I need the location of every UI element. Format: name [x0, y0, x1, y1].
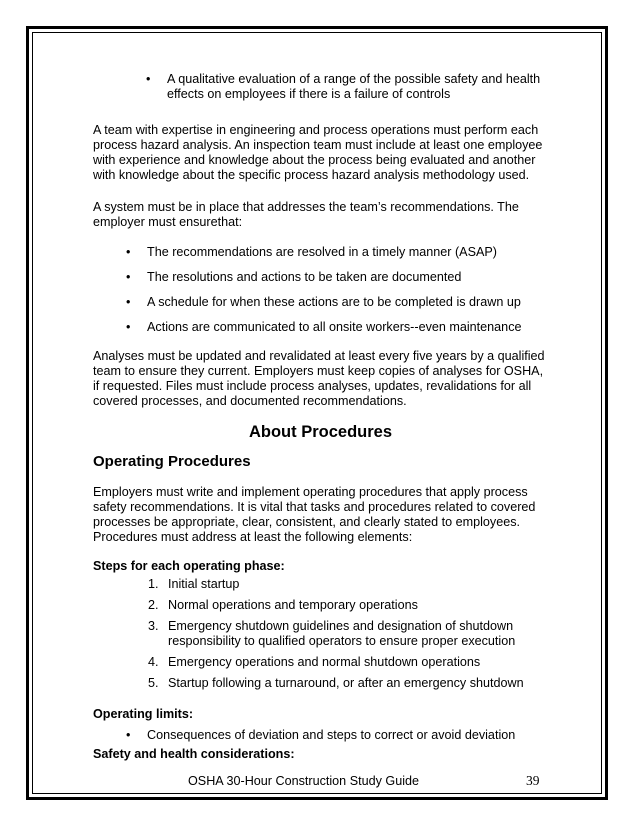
subheading: Operating Procedures	[93, 453, 251, 470]
step-item	[148, 619, 548, 649]
steps-list	[148, 577, 548, 691]
footer-title: OSHA 30-Hour Construction Study Guide	[188, 774, 419, 788]
list-item-text: Consequences of deviation and steps to correct or avoid deviation	[147, 728, 516, 742]
list-item-text: Actions are communicated to all onsite workers--even maintenance	[147, 320, 522, 334]
document-body	[93, 72, 548, 762]
steps-label: Steps for each operating phase:	[93, 559, 285, 573]
step-text: Emergency shutdown guidelines and designation of shutdown responsibility to qualified operators to ensure proper execution	[168, 619, 516, 648]
list-item-text: A schedule for when these actions are to be completed is drawn up	[147, 295, 521, 309]
safety-label: Safety and health considerations:	[93, 747, 295, 761]
step-text: Emergency operations and normal shutdown operations	[168, 655, 481, 669]
step-text: Normal operations and temporary operations	[168, 598, 418, 612]
list-item-text: The resolutions and actions to be taken are documented	[147, 270, 462, 284]
step-item	[148, 676, 548, 691]
list-item	[126, 728, 548, 743]
step-number: 2.	[148, 598, 159, 612]
paragraph-team: A team with expertise in engineering and process operations must perform each process hazard analysis. An inspection team must include at least one employee with experience and knowledge about the process being evaluated and another with knowledge about the specific process hazard analysis methodology used.	[93, 123, 543, 182]
step-item	[148, 598, 548, 613]
list-item	[126, 320, 548, 335]
list-item	[126, 245, 548, 260]
limits-list	[126, 728, 548, 743]
list-item	[126, 270, 548, 285]
step-text: Startup following a turnaround, or after an emergency shutdown	[168, 676, 524, 690]
bullet-icon: •	[146, 72, 151, 86]
bullet-icon: •	[126, 295, 131, 309]
paragraph-system: A system must be in place that addresses the team’s recommendations. The employer must ensurethat:	[93, 200, 519, 229]
section-heading: About Procedures	[248, 423, 393, 441]
bullet-icon: •	[126, 320, 131, 334]
step-number: 5.	[148, 676, 159, 690]
ensure-list	[126, 245, 548, 335]
step-number: 1.	[148, 577, 159, 591]
step-item	[148, 577, 548, 592]
step-number: 3.	[148, 619, 159, 633]
bullet-icon: •	[126, 245, 131, 259]
bullet-icon: •	[126, 728, 131, 742]
list-item	[126, 295, 548, 310]
intro-bullet-text: A qualitative evaluation of a range of the possible safety and health effects on employees if there is a failure of controls	[167, 72, 541, 101]
intro-bullet	[146, 72, 548, 102]
bullet-icon: •	[126, 270, 131, 284]
paragraph-analyses: Analyses must be updated and revalidated at least every five years by a qualified team to ensure they current. Employers must keep copies of analyses for OSHA, if requested. Files must include process analyses, updates, revalidations for all covered processes, and documented recommendations.	[93, 349, 545, 408]
step-item	[148, 655, 548, 670]
step-text: Initial startup	[168, 577, 240, 591]
paragraph-operating: Employers must write and implement operating procedures that apply process safety recommendations. It is vital that tasks and procedures related to covered processes be appropriate, clear, consistent, and clearly stated to employees. Procedures must address at least the following elements:	[93, 485, 536, 544]
limits-label: Operating limits:	[93, 707, 194, 721]
step-number: 4.	[148, 655, 159, 669]
list-item-text: The recommendations are resolved in a timely manner (ASAP)	[147, 245, 497, 259]
page-number: 39	[526, 773, 540, 788]
